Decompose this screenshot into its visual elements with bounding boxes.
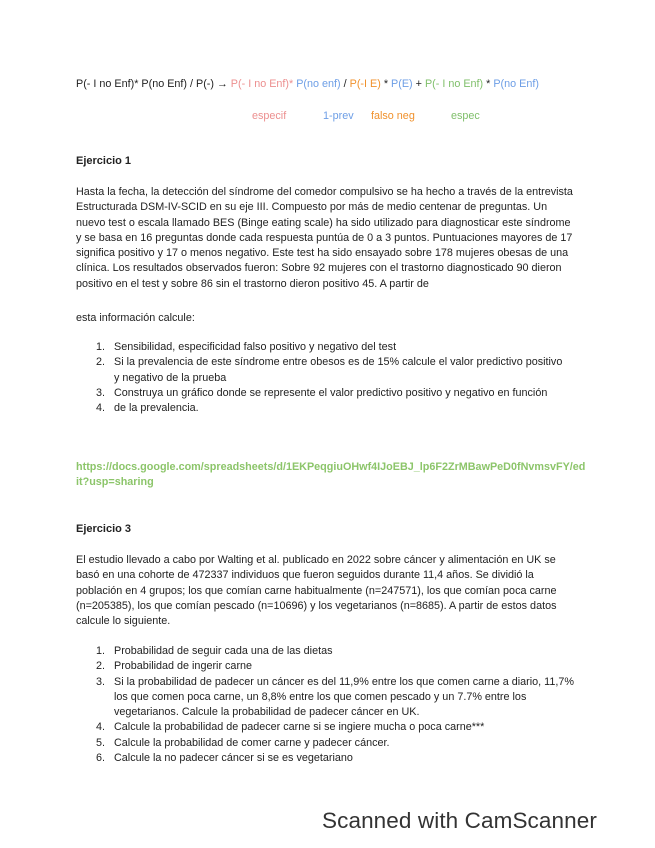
list-number: 4. (96, 402, 106, 415)
legend-falso-neg: falso neg (371, 110, 415, 122)
list-item (76, 386, 576, 401)
list-text: Sensibilidad, especificidad falso positivo y negativo del test (114, 341, 397, 353)
list-text: Probabilidad de ingerir carne (114, 660, 253, 673)
list-item (76, 751, 576, 766)
formula-plus: + (412, 78, 425, 90)
list-item (76, 401, 576, 416)
list-number: 5. (96, 736, 106, 749)
list-number: 2. (96, 660, 106, 673)
ejercicio-3-text: El estudio llevado a cabo por Walting et al. publicado en 2022 sobre cáncer y alimentación en UK se basó en una cohorte de 472337 individuos que fueron seguidos durante 11,4 años. Se dividió la población en 4 grupos; los que comían carne habitualmente (n=247571), los que comían poca carne (n=205385), los que comían pescado (n=10696) y los vegetarianos (n=8685). A partir de estos datos calcule lo siguiente. (76, 554, 557, 628)
list-text: Si la probabilidad de padecer un cáncer es del 11,9% entre los que comen carne a diario, 11,7% los que comen poca carne, un 8,8% entre los que comen pescado y un 7.7% entre los vegetarianos. Calcule la probabilidad de padecer cáncer en UK. (114, 675, 574, 719)
list-item (76, 720, 576, 735)
spreadsheet-link[interactable]: https://docs.google.com/spreadsheets/d/1EKPeqgiuOHwf4IJoEBJ_lp6F2ZrMBawPeD0fNvmsvFY/edit?usp=sharing (76, 461, 586, 489)
list-number: 6. (96, 752, 106, 765)
camscanner-watermark: Scanned with CamScanner (322, 808, 597, 833)
list-item (76, 644, 576, 659)
legend-prev: 1-prev (323, 110, 354, 122)
formula-spec-term: P(- I no Enf) (424, 78, 484, 90)
list-item (76, 736, 576, 751)
list-item (76, 659, 576, 674)
list-text: y negativo de la prueba (114, 371, 227, 384)
list-item (76, 675, 576, 721)
formula-divide: / (340, 78, 350, 90)
formula-specificity-term: P(- I no Enf)* (230, 78, 294, 90)
formula-false-negative-term: P(-I E) (349, 78, 381, 90)
list-item (76, 340, 576, 355)
list-text: Probabilidad de seguir cada una de las dietas (114, 645, 333, 657)
list-text: de la prevalencia. (114, 402, 199, 415)
formula-part: P(- I no Enf)* P(no Enf) / P(-) → (76, 78, 231, 90)
list-item (76, 355, 576, 370)
list-number: 3. (96, 675, 106, 688)
ejercicio-1-title: Ejercicio 1 (76, 155, 132, 167)
list-number: 4. (96, 721, 106, 734)
legend-espec: espec (451, 110, 480, 122)
list-item (76, 371, 576, 386)
list-number: 3. (96, 386, 106, 399)
ejercicio-1-text: Hasta la fecha, la detección del síndrome del comedor compulsivo se ha hecho a través de la entrevista Estructurada DSM-IV-SCID en su eje III. Compuesto por más de medio centenar de preguntas. Un nuevo test o escala llamado BES (Binge eating scale) ha sido utilizado para diagnosticar este síndrome y se basa en 16 preguntas donde cada respuesta puntúa de 0 a 3 puntos. Puntuaciones mayores de 17 significa positivo y 17 o menos negativo. Este test ha sido ensayado sobre 178 mujeres obesas de una clínica. Los resultados observados fueron: Sobre 92 mujeres con el trastorno diagnosticado 90 dieron positivo en el test y sobre 86 sin el trastorno dieron positivo 45. A partir de (76, 186, 573, 290)
ejercicio-1-text-2: esta información calcule: (76, 312, 195, 324)
ejercicio-3-title: Ejercicio 3 (76, 523, 132, 535)
list-number: 1. (96, 341, 106, 353)
formula-times: * (380, 78, 392, 90)
formula-no-disease-term: P(no enf) (293, 78, 341, 90)
list-text: Si la prevalencia de este síndrome entre obesos es de 15% calcule el valor predictivo positivo (114, 356, 563, 369)
list-text: Construya un gráfico donde se represente el valor predictivo positivo y negativo en función (114, 386, 548, 399)
list-text: Calcule la probabilidad de comer carne y padecer cáncer. (114, 736, 390, 749)
ejercicio-3-list (76, 644, 576, 766)
list-number: 1. (96, 645, 106, 657)
list-number: 2. (96, 356, 106, 369)
legend-especif: especif (252, 110, 287, 122)
list-text: Calcule la probabilidad de padecer carne si se ingiere mucha o poca carne*** (114, 721, 485, 734)
formula-no-enf-term: P(no Enf) (493, 78, 539, 90)
bayes-formula (76, 77, 581, 92)
list-text: Calcule la no padecer cáncer si se es vegetariano (114, 752, 353, 765)
formula-times-2: * (483, 78, 494, 90)
formula-disease-term: P(E) (391, 78, 413, 90)
ejercicio-1-list (76, 340, 576, 416)
